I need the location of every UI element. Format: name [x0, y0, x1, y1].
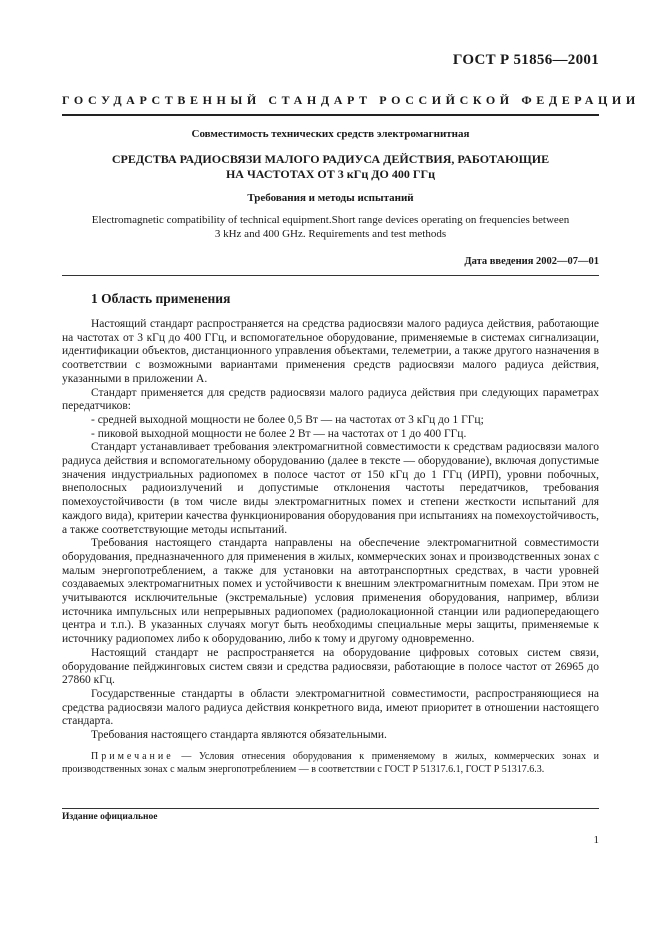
page-number: 1	[593, 834, 599, 846]
section-body	[62, 318, 599, 743]
list-item: - средней выходной мощности не более 0,5 Вт — на частотах от 3 кГц до 1 ГГц;	[91, 413, 484, 426]
document-number: ГОСТ Р 51856—2001	[452, 52, 599, 68]
paragraph: Стандарт устанавливает требования электромагнитной совместимости к средствам радиосвязи малого радиуса действия и вспомогательному оборудованию (далее в тексте — оборудование), включая допустимые значения индустриальных радиопомех в полосе частот от 150 кГц до 1 ГГц (ИРП), уровни побочных, внеполосных радиоизлучений и допустимые отклонения частоты передатчиков, требования помехоустойчивости (в том числе виды электромагнитных помех и степени жесткости испытаний для каждого вида), критерии качества функционирования оборудования при испытаниях на помехоустойчивость, а также соответствующие методы испытаний.	[62, 441, 599, 536]
document-subtitle: Требования и методы испытаний	[247, 192, 414, 204]
english-title-line-2: 3 kHz and 400 GHz. Requirements and test methods	[214, 228, 447, 240]
main-title-line-1: СРЕДСТВА РАДИОСВЯЗИ МАЛОГО РАДИУСА ДЕЙСТВИЯ, РАБОТАЮЩИЕ	[111, 152, 550, 166]
note-text: — Условия отнесения оборудования к применяемому в жилых, коммерческих зонах и производственных зонах с малым энергопотреблением — в соответствии с ГОСТ Р 51317.6.1, ГОСТ Р 51317.6.3.	[62, 751, 599, 775]
paragraph: Требования настоящего стандарта являются обязательными.	[91, 729, 387, 742]
paragraph: Настоящий стандарт не распространяется на оборудование цифровых сотовых систем связи, оборудование пейджинговых систем связи и средства радиосвязи, работающие в полосе частот от 26965 до 27860 кГц.	[62, 646, 599, 687]
header-rule	[62, 114, 599, 116]
paragraph: Стандарт применяется для средств радиосвязи малого радиуса действия при следующих параметрах передатчиков:	[62, 386, 599, 413]
edition-label: Издание официальное	[62, 812, 158, 822]
paragraph: Требования настоящего стандарта направлены на обеспечение электромагнитной совместимости оборудования, предназначенного для применения в жилых, коммерческих зонах и производственных зонах с малым энергопотреблением, а также для установки на автотранспортных средствах, в части уровней создаваемых электромагнитных помех и устойчивости к внешним электромагнитным помехам. При этом не учитываются исключительные (экстремальные) условия применения оборудования, например, вблизи источника импульсных или непрерывных радиопомех (радиолокационной станции или радиопередающего центра и т.п.). В указанных случаях могут быть необходимы специальные меры защиты, применяемые к источнику радиопомех либо к оборудованию, либо к тому и другому одновременно.	[62, 537, 599, 646]
paragraph: Настоящий стандарт распространяется на средства радиосвязи малого радиуса действия, работающие на частотах от 3 кГц до 400 ГГц, и вспомогательное оборудование, применяемые в системах сигнализации, идентификации объектов, дистанционного управления объектами, телеметрии, а также другого назначения в соответствии с возможными вариантами применения средств радиосвязи малого радиуса действия, указанными в приложении А.	[62, 318, 599, 385]
section-heading: 1 Область применения	[91, 291, 231, 306]
document-subject: Совместимость технических средств электромагнитная	[191, 128, 470, 140]
english-title	[62, 213, 599, 241]
main-title-line-2: НА ЧАСТОТАХ ОТ 3 кГц ДО 400 ГГц	[225, 167, 436, 181]
list-item: - пиковой выходной мощности не более 2 Вт — на частотах от 1 до 400 ГГц.	[91, 427, 467, 440]
footer-rule	[62, 808, 599, 809]
organization-title: ГОСУДАРСТВЕННЫЙ СТАНДАРТ РОССИЙСКОЙ ФЕДЕРАЦИИ	[62, 93, 640, 107]
effective-date: Дата введения 2002—07—01	[464, 256, 599, 267]
date-rule	[62, 275, 599, 276]
english-title-line-1: Electromagnetic compatibility of technical equipment.Short range devices operating on frequencies between	[91, 214, 570, 226]
note	[62, 750, 599, 776]
note-label: Примечание	[91, 751, 174, 762]
paragraph: Государственные стандарты в области электромагнитной совместимости, распространяющиеся на средства радиосвязи малого радиуса действия конкретного вида, имеют приоритет в отношении настоящего стандарта.	[62, 687, 599, 728]
document-main-title	[62, 152, 599, 182]
